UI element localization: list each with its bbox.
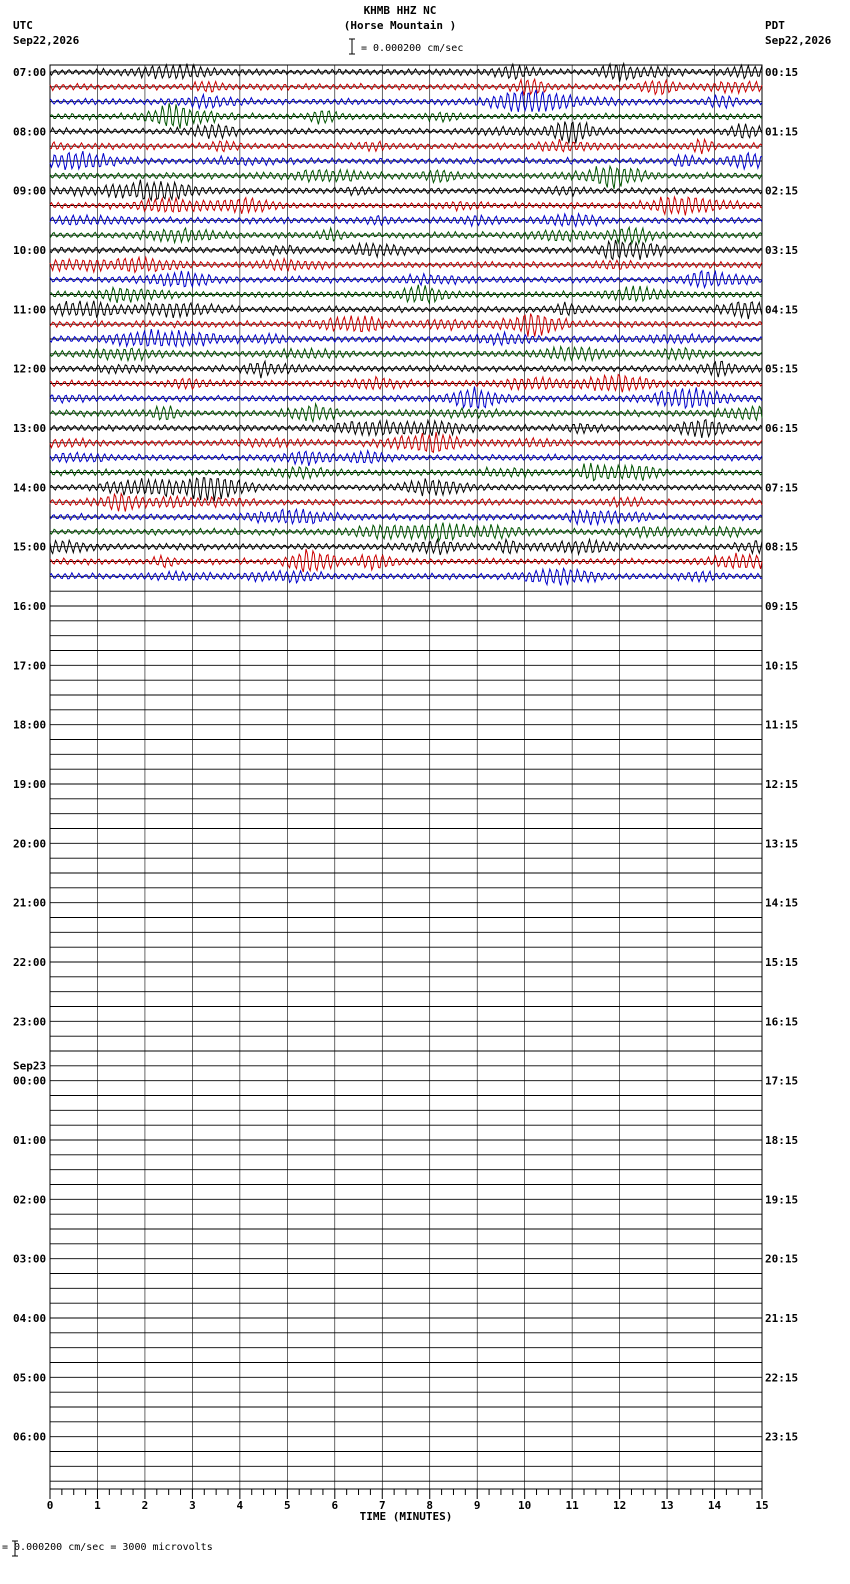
utc-hour-label: 14:00 (13, 481, 47, 495)
utc-hour-label: 18:00 (13, 718, 47, 732)
seismic-trace (50, 314, 762, 337)
scale-bar-icon (349, 39, 355, 54)
x-tick-label: 14 (707, 1499, 722, 1512)
utc-hour-label: 03:00 (13, 1252, 47, 1266)
seismic-trace (50, 463, 762, 481)
utc-hour-label: 10:00 (13, 244, 47, 257)
pdt-hour-label: 15:15 (765, 956, 799, 969)
pdt-hour-label: 22:15 (765, 1371, 799, 1385)
seismic-trace (50, 361, 762, 378)
plot-frame (50, 65, 762, 1489)
seismic-trace (50, 151, 762, 170)
utc-hour-label: 06:00 (13, 1430, 47, 1444)
pdt-hour-label: 19:15 (765, 1193, 799, 1207)
utc-hour-label: 05:00 (13, 1371, 47, 1385)
plot-grid (50, 65, 762, 1499)
x-tick-label: 13 (660, 1499, 674, 1512)
seismic-trace (50, 285, 762, 303)
x-tick-label: 0 (46, 1499, 54, 1512)
pdt-hour-label: 05:15 (765, 362, 799, 376)
utc-hour-label: 02:00 (13, 1193, 47, 1207)
utc-hour-label: 23:00 (13, 1015, 47, 1029)
pdt-hour-label: 18:15 (765, 1134, 799, 1147)
seismic-trace (50, 64, 762, 82)
seismic-trace (50, 404, 762, 422)
pdt-hour-label: 12:15 (765, 778, 799, 791)
pdt-hour-label: 04:15 (765, 303, 799, 317)
seismic-trace (50, 432, 762, 452)
seismic-trace (50, 539, 762, 555)
pdt-hour-label: 17:15 (765, 1074, 799, 1088)
x-tick-label: 3 (189, 1499, 196, 1512)
seismic-trace (50, 451, 762, 466)
utc-hour-label: 15:00 (13, 540, 47, 554)
utc-hour-label: 19:00 (13, 778, 47, 791)
left-timezone: UTC (13, 19, 33, 32)
utc-hour-label: 21:00 (13, 896, 47, 910)
seismic-trace (50, 271, 762, 288)
pdt-hour-label: 06:15 (765, 422, 799, 435)
utc-hour-label: 00:00 (13, 1074, 47, 1088)
seismic-trace (50, 180, 762, 201)
seismic-trace (50, 549, 762, 572)
seismic-trace (50, 568, 762, 585)
x-tick-label: 10 (518, 1499, 532, 1512)
seismic-trace (50, 103, 762, 128)
pdt-hour-label: 23:15 (765, 1430, 799, 1444)
seismic-trace (50, 329, 762, 346)
pdt-hour-label: 00:15 (765, 66, 799, 79)
x-tick-label: 4 (236, 1499, 244, 1512)
x-tick-label: 1 (94, 1499, 101, 1512)
utc-hour-label: 07:00 (13, 66, 47, 79)
pdt-hour-label: 09:15 (765, 600, 799, 613)
utc-hour-label: 08:00 (13, 125, 47, 139)
pdt-hour-label: 02:15 (765, 184, 799, 198)
utc-hour-label: 09:00 (13, 184, 47, 198)
seismic-trace (50, 240, 762, 260)
seismic-trace (50, 166, 762, 189)
station-title: KHMB HHZ NC (363, 4, 437, 17)
footer-scale-text: = 0.000200 cm/sec = 3000 microvolts (2, 1542, 213, 1553)
utc-hour-label: 17:00 (13, 659, 47, 673)
x-tick-label: 11 (565, 1499, 579, 1512)
utc-hour-label: 13:00 (13, 422, 47, 435)
pdt-hour-label: 03:15 (765, 244, 799, 257)
pdt-hour-label: 21:15 (765, 1312, 799, 1325)
seismic-trace (50, 301, 762, 319)
pdt-hour-label: 07:15 (765, 481, 799, 495)
x-tick-label: 8 (426, 1499, 434, 1512)
seismic-trace (50, 420, 762, 438)
x-tick-label: 7 (378, 1499, 386, 1512)
x-tick-label: 9 (473, 1499, 481, 1512)
utc-date-change-label: Sep23 (13, 1059, 47, 1073)
pdt-hour-label: 20:15 (765, 1252, 799, 1266)
scale-text: = 0.000200 cm/sec (361, 43, 464, 54)
utc-hour-label: 11:00 (13, 303, 47, 317)
utc-hour-label: 04:00 (13, 1312, 47, 1325)
utc-hour-label: 20:00 (13, 837, 47, 851)
x-tick-label: 2 (141, 1499, 149, 1512)
x-tick-label: 5 (284, 1499, 291, 1512)
pdt-hour-label: 11:15 (765, 718, 799, 732)
axis-labels (13, 66, 798, 1523)
pdt-hour-label: 13:15 (765, 837, 799, 851)
right-timezone: PDT (765, 19, 785, 32)
utc-hour-label: 16:00 (13, 600, 47, 613)
seismic-trace (50, 478, 762, 501)
right-date: Sep22,2026 (765, 34, 832, 47)
left-date: Sep22,2026 (13, 34, 80, 47)
x-axis-label: TIME (MINUTES) (359, 1510, 453, 1523)
utc-hour-label: 01:00 (13, 1134, 47, 1147)
pdt-hour-label: 10:15 (765, 659, 799, 673)
x-tick-label: 15 (755, 1499, 769, 1512)
x-tick-label: 12 (612, 1499, 627, 1512)
pdt-hour-label: 01:15 (765, 125, 799, 139)
station-location: (Horse Mountain ) (343, 19, 457, 32)
seismic-trace (50, 375, 762, 393)
pdt-hour-label: 16:15 (765, 1015, 799, 1029)
pdt-hour-label: 08:15 (765, 540, 799, 554)
pdt-hour-label: 14:15 (765, 896, 799, 910)
x-tick-label: 6 (331, 1499, 339, 1512)
utc-hour-label: 22:00 (13, 956, 47, 969)
seismic-trace (50, 122, 762, 144)
utc-hour-label: 12:00 (13, 362, 47, 376)
